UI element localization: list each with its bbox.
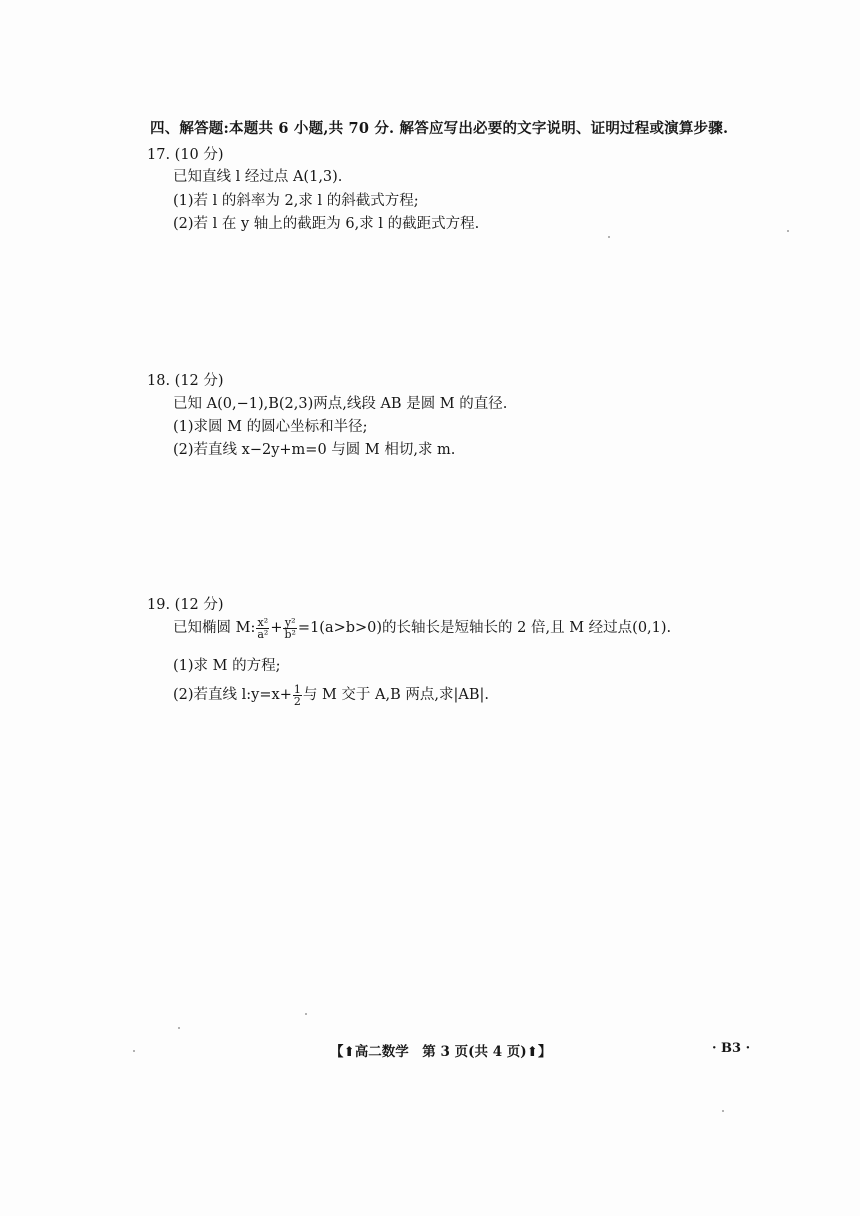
scan-speck (722, 1110, 724, 1112)
question-17-stem: 已知直线 l 经过点 A(1,3). (173, 169, 343, 185)
question-18-part-1: (1)求圆 M 的圆心坐标和半径; (173, 419, 368, 435)
page-code: · B3 · (712, 1041, 751, 1056)
scan-speck (608, 236, 610, 238)
scan-speck (787, 230, 789, 232)
question-18-part-2: (2)若直线 x−2y+m=0 与圆 M 相切,求 m. (173, 442, 456, 458)
fraction-y2-over-b2: $\frac{\text{y²}}{\text{b²}}$ (284, 615, 296, 641)
question-18-stem: 已知 A(0,−1),B(2,3)两点,线段 AB 是圆 M 的直径. (173, 396, 508, 412)
question-19-part-2 (173, 683, 489, 707)
question-19-part-1: (1)求 M 的方程; (173, 658, 281, 674)
question-19-stem-prefix: 已知椭圆 M: (173, 620, 256, 636)
question-18-number: 18. (12 分) (147, 373, 224, 389)
section-header: 四、解答题:本题共 6 小题,共 70 分. 解答应写出必要的文字说明、证明过程或演算步骤. (150, 120, 729, 137)
scan-speck (133, 1050, 135, 1052)
question-17-part-2: (2)若 l 在 y 轴上的截距为 6,求 l 的截距式方程. (173, 216, 480, 232)
question-19-stem-suffix: =1(a>b>0)的长轴长是短轴长的 2 倍,且 M 经过点(0,1). (297, 620, 672, 636)
question-19-part-2-suffix: 与 M 交于 A,B 两点,求|AB|. (302, 687, 489, 703)
question-17-part-1: (1)若 l 的斜率为 2,求 l 的斜截式方程; (173, 193, 419, 209)
question-19-part-2-prefix: (2)若直线 l:y=x+ (173, 687, 292, 703)
fraction-x2-over-a2: $\frac{\text{x²}}{\text{a²}}$ (257, 615, 269, 641)
fraction-one-half: $\frac{1}{2}$ (293, 682, 301, 708)
page-footer: 【⬆高二数学 第 3 页(共 4 页)⬆】 (330, 1044, 552, 1060)
plus-sign: + (270, 620, 283, 636)
question-19-stem (173, 616, 671, 640)
question-17-number: 17. (10 分) (147, 147, 224, 163)
question-19-number: 19. (12 分) (147, 597, 224, 613)
scan-speck (178, 1027, 180, 1029)
scan-speck (305, 1013, 307, 1015)
